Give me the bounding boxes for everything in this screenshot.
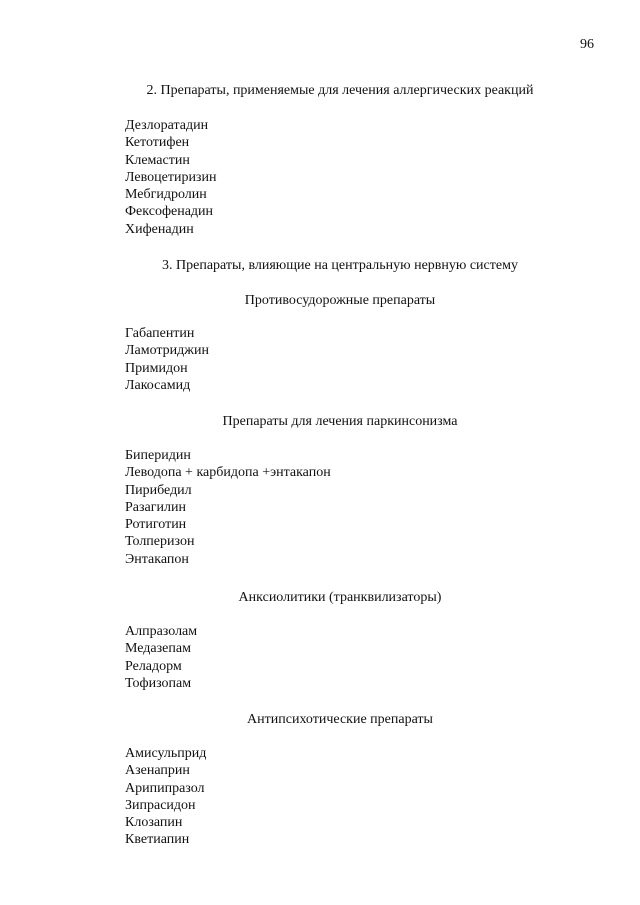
list-item: Медазепам: [125, 641, 191, 657]
drug-list-anticonvulsants: [125, 325, 209, 394]
subsection-heading-parkinsonism: Препараты для лечения паркинсонизма: [222, 414, 458, 429]
drug-list-antipsychotics: [125, 745, 206, 849]
subsection-heading-anxiolytics: Анксиолитики (транквилизаторы): [238, 590, 442, 605]
drug-list-anxiolytics: [125, 623, 197, 692]
page-number: 96: [580, 37, 594, 52]
list-item: Фексофенадин: [125, 204, 214, 220]
list-item: Пирибедил: [125, 482, 192, 498]
list-item: Кетотифен: [125, 135, 190, 151]
list-item: Тофизопам: [125, 675, 192, 691]
subsection-heading-anticonvulsants: Противосудорожные препараты: [244, 293, 436, 308]
list-item: Энтакапон: [125, 551, 189, 567]
section-heading-cns: 3. Препараты, влияющие на центральную нервную систему: [162, 258, 518, 273]
list-item: Алпразолам: [125, 624, 198, 639]
list-item: Лакосамид: [125, 377, 191, 393]
drug-list-parkinsonism: [125, 447, 331, 568]
list-item: Мебгидролин: [125, 187, 207, 203]
list-item: Ротиготин: [125, 517, 187, 533]
list-item: Толперизон: [125, 534, 195, 550]
subsection-heading-antipsychotics: Антипсихотические препараты: [247, 712, 433, 727]
list-item: Разагилин: [125, 499, 186, 515]
list-item: Кветиапин: [125, 832, 190, 848]
list-item: Арипипразол: [125, 780, 205, 796]
list-item: Зипрасидон: [125, 797, 196, 813]
list-item: Амисульприд: [125, 746, 207, 761]
list-item: Реладорм: [125, 658, 182, 674]
list-item: Габапентин: [125, 326, 195, 341]
list-item: Биперидин: [125, 448, 191, 463]
list-item: Леводопа + карбидопа +энтакапон: [125, 465, 331, 481]
drug-list-allergy: [125, 117, 216, 238]
section-heading-allergy: 2. Препараты, применяемые для лечения аллергических реакций: [146, 83, 534, 98]
list-item: Примидон: [125, 360, 188, 376]
list-item: Хифенадин: [125, 221, 194, 237]
list-item: Дезлоратадин: [125, 118, 209, 133]
list-item: Клемастин: [125, 152, 190, 168]
list-item: Клозапин: [125, 815, 183, 831]
list-item: Азенаприн: [125, 763, 190, 779]
list-item: Левоцетиризин: [125, 169, 217, 185]
list-item: Ламотриджин: [125, 343, 209, 359]
